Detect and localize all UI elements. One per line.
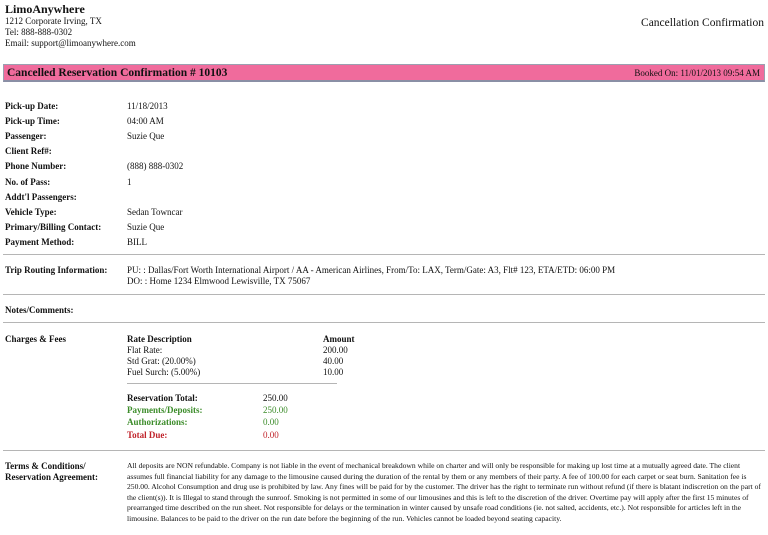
section-divider [3, 322, 765, 323]
company-name: LimoAnywhere [5, 2, 85, 16]
detail-label: Phone Number: [5, 161, 67, 171]
total-value: 0.00 [263, 430, 279, 440]
total-label: Payments/Deposits: [127, 405, 203, 415]
detail-value: Sedan Towncar [127, 207, 183, 217]
routing-label: Trip Routing Information: [5, 265, 108, 275]
total-label: Authorizations: [127, 417, 188, 427]
detail-value: 11/18/2013 [127, 101, 168, 111]
total-label: Total Due: [127, 430, 168, 440]
detail-value: (888) 888-0302 [127, 161, 184, 171]
detail-value: Suzie Que [127, 222, 165, 232]
detail-label: Pick-up Date: [5, 101, 59, 111]
detail-value: 04:00 AM [127, 116, 164, 126]
detail-label: Pick-up Time: [5, 116, 60, 126]
charges-table [127, 334, 367, 378]
confirmation-banner [3, 64, 765, 82]
total-value: 250.00 [263, 393, 288, 403]
detail-label: Passenger: [5, 131, 47, 141]
col-rate-description: Rate Description [127, 334, 192, 344]
terms-label-1: Terms & Conditions/ [5, 461, 86, 471]
charge-amount: 200.00 [323, 345, 348, 355]
detail-label: Vehicle Type: [5, 207, 57, 217]
section-divider [3, 450, 765, 451]
charge-desc: Fuel Surch: (5.00%) [127, 367, 201, 377]
detail-label: No. of Pass: [5, 177, 51, 187]
col-amount: Amount [323, 334, 355, 344]
notes-label: Notes/Comments: [5, 305, 74, 315]
total-label: Reservation Total: [127, 393, 198, 403]
charge-amount: 10.00 [323, 367, 344, 377]
charges-header-row [127, 334, 367, 345]
charge-row [127, 367, 367, 378]
charges-divider [127, 383, 337, 384]
detail-label: Payment Method: [5, 237, 75, 247]
terms-label-2: Reservation Agreement: [5, 472, 99, 482]
detail-label: Addt'l Passengers: [5, 192, 77, 202]
section-divider [3, 294, 765, 295]
total-value: 0.00 [263, 417, 279, 427]
document-type: Cancellation Confirmation [641, 17, 764, 29]
total-value: 250.00 [263, 405, 288, 415]
charges-label: Charges & Fees [5, 334, 66, 344]
company-phone: Tel: 888-888-0302 [5, 27, 73, 37]
detail-value: BILL [127, 237, 147, 247]
charge-desc: Std Grat: (20.00%) [127, 356, 196, 366]
charge-row [127, 356, 367, 367]
detail-label: Primary/Billing Contact: [5, 222, 102, 232]
charge-amount: 40.00 [323, 356, 344, 366]
detail-label: Client Ref#: [5, 146, 52, 156]
company-address: 1212 Corporate Irving, TX [5, 16, 102, 26]
company-email: Email: support@limoanywhere.com [5, 38, 136, 48]
banner-title: Cancelled Reservation Confirmation # 10103 [7, 67, 228, 79]
charge-desc: Flat Rate: [127, 345, 163, 355]
detail-value: 1 [127, 177, 132, 187]
charge-row [127, 345, 367, 356]
terms-text: All deposits are NON refundable. Company is not liable in the event of mechanical breakdown while on charter and will only be responsible for making up lost time at a mutually agreed date. The client assumes full financial liability for any damage to the limousine caused during the duration of the rental by them or any members of their party. A fee of 100.00 for each carpet or seat burn. Sanitation fee is 250.00. Alcohol Consumption and drug use is prohibited by law. Any fines will be paid for by the customer. The driver has the right to terminate run without refund (if there is blatant indiscretion on the part of the client(s)). It is Illegal to stand through the sunroof. Smoking is not permitted in some of our limousines and this is left to the discretion of the driver. Overtime pay will apply after the first 15 minutes of prearranged time described on the run sheet. Not responsible for delays or the termination in winter caused by unsafe road conditions (ie. not salted, accidents, etc.). Not responsible for articles left in the limousine. Balances to be paid to the driver on the run date before the beginning of the run. Vehicles cannot be loaded beyond seating capacity. [127, 461, 761, 523]
section-divider [3, 254, 765, 255]
detail-value: Suzie Que [127, 131, 165, 141]
routing-pickup: PU: : Dallas/Fort Worth International Airport / AA - American Airlines, From/To: LAX, Term/Gate: A3, Flt# 123, ETA/ETD: 06:00 PM [127, 265, 616, 275]
booked-on: Booked On: 11/01/2013 09:54 AM [634, 68, 760, 78]
routing-dropoff: DO: : Home 1234 Elmwood Lewisville, TX 75067 [127, 276, 311, 286]
